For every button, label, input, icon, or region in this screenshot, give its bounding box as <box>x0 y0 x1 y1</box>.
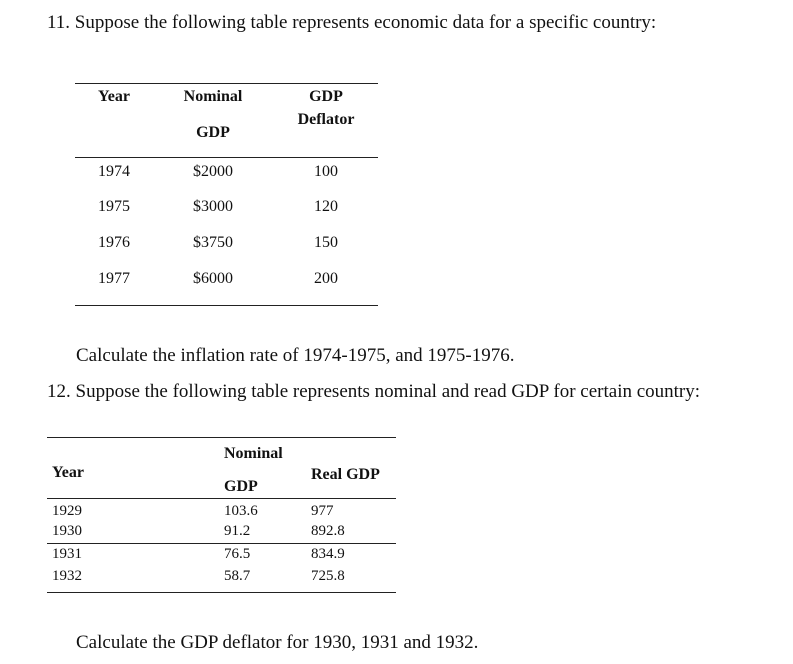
cell-real-gdp: 892.8 <box>311 523 345 539</box>
table-top-rule <box>75 83 378 84</box>
cell-year: 1932 <box>52 568 82 584</box>
cell-year: 1929 <box>52 503 82 519</box>
cell-nominal-gdp: 58.7 <box>224 568 251 584</box>
cell-year: 1930 <box>52 523 82 539</box>
cell-nominal-gdp: $2000 <box>193 163 233 180</box>
column-header-nominal-line1: Nominal <box>183 88 243 105</box>
cell-real-gdp: 725.8 <box>311 568 345 584</box>
column-header-deflator-line2: Deflator <box>297 111 355 128</box>
cell-real-gdp: 834.9 <box>311 546 345 562</box>
question-11-task: Calculate the inflation rate of 1974-1975, and 1975-1976. <box>76 345 515 366</box>
table-bottom-rule <box>47 592 396 593</box>
column-header-nominal-line1: Nominal <box>224 445 283 462</box>
table-top-rule <box>47 437 396 438</box>
cell-nominal-gdp: $6000 <box>193 270 233 287</box>
cell-nominal-gdp: 91.2 <box>224 523 251 539</box>
cell-year: 1976 <box>98 234 130 251</box>
cell-gdp-deflator: 120 <box>314 198 338 215</box>
cell-year: 1931 <box>52 546 82 562</box>
question-12-prompt: 12. Suppose the following table represents nominal and read GDP for certain country: <box>47 381 701 402</box>
column-header-deflator-line1: GDP <box>309 88 343 105</box>
cell-real-gdp: 977 <box>311 503 334 519</box>
table-header-rule <box>75 157 378 158</box>
question-12-task: Calculate the GDP deflator for 1930, 1931 and 1932. <box>76 632 479 653</box>
cell-gdp-deflator: 200 <box>314 270 338 287</box>
column-header-year: Year <box>52 464 84 481</box>
cell-gdp-deflator: 100 <box>314 163 338 180</box>
cell-year: 1975 <box>98 198 130 215</box>
cell-year: 1977 <box>98 270 130 287</box>
cell-nominal-gdp: $3000 <box>193 198 233 215</box>
cell-nominal-gdp: 103.6 <box>224 503 258 519</box>
table-header-rule <box>47 498 396 499</box>
question-11-prompt: 11. Suppose the following table represents economic data for a specific country: <box>47 12 657 33</box>
table-bottom-rule <box>75 305 378 306</box>
column-header-nominal-line2: GDP <box>224 478 258 495</box>
column-header-nominal-line2: GDP <box>196 124 230 141</box>
cell-nominal-gdp: $3750 <box>193 234 233 251</box>
table-row-divider <box>47 543 396 544</box>
column-header-real-gdp: Real GDP <box>311 466 380 483</box>
column-header-year: Year <box>98 88 130 105</box>
cell-year: 1974 <box>98 163 130 180</box>
cell-gdp-deflator: 150 <box>314 234 338 251</box>
cell-nominal-gdp: 76.5 <box>224 546 251 562</box>
